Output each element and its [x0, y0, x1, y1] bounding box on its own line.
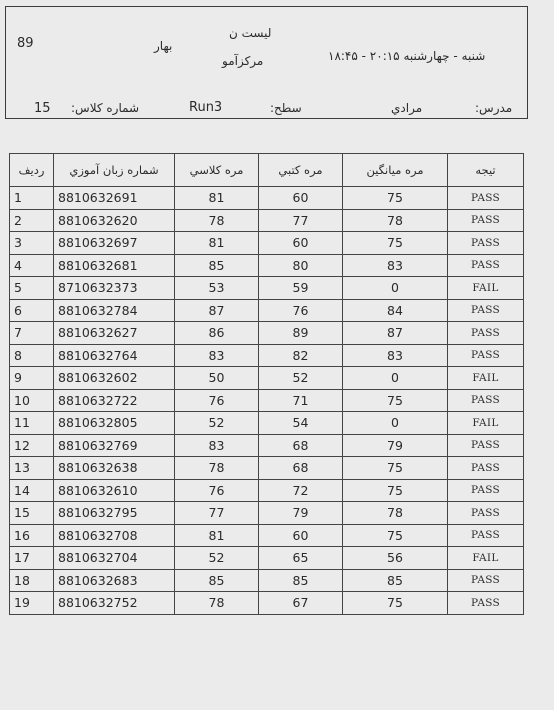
class-grade-cell: 87	[175, 299, 259, 322]
table-row	[10, 277, 524, 300]
average-grade-cell: 0	[343, 277, 448, 300]
row-number-cell: 5	[10, 277, 54, 300]
class-grade-cell: 83	[175, 344, 259, 367]
table-row	[10, 569, 524, 592]
table-row	[10, 389, 524, 412]
result-cell: PASS	[448, 254, 524, 277]
class-number-label: شماره كلاس:	[71, 101, 140, 115]
table-row	[10, 502, 524, 525]
class-grade-cell: 76	[175, 389, 259, 412]
average-grade-cell: 75	[343, 592, 448, 615]
student-id-cell: 8810632769	[54, 434, 175, 457]
class-grade-cell: 81	[175, 187, 259, 210]
year-value: 89	[17, 36, 34, 51]
average-grade-cell: 75	[343, 479, 448, 502]
result-cell: FAIL	[448, 367, 524, 390]
average-grade-cell: 0	[343, 412, 448, 435]
result-cell: PASS	[448, 457, 524, 480]
column-header-result: تيجه	[448, 154, 524, 187]
class-schedule: شنبه - چهارشنبه ۲۰:۱۵ - ۱۸:۴۵	[328, 49, 486, 63]
table-row	[10, 322, 524, 345]
average-grade-cell: 75	[343, 187, 448, 210]
student-id-cell: 8810632722	[54, 389, 175, 412]
column-header-row-number: رديف	[10, 154, 54, 187]
student-id-cell: 8810632805	[54, 412, 175, 435]
row-number-cell: 10	[10, 389, 54, 412]
row-number-cell: 16	[10, 524, 54, 547]
average-grade-cell: 75	[343, 389, 448, 412]
header-box	[5, 6, 528, 119]
student-id-cell: 8810632764	[54, 344, 175, 367]
written-grade-cell: 54	[259, 412, 343, 435]
written-grade-cell: 85	[259, 569, 343, 592]
result-cell: PASS	[448, 232, 524, 255]
average-grade-cell: 83	[343, 344, 448, 367]
table-row	[10, 187, 524, 210]
class-grade-cell: 52	[175, 547, 259, 570]
row-number-cell: 15	[10, 502, 54, 525]
class-grade-cell: 83	[175, 434, 259, 457]
row-number-cell: 9	[10, 367, 54, 390]
written-grade-cell: 60	[259, 187, 343, 210]
row-number-cell: 6	[10, 299, 54, 322]
row-number-cell: 14	[10, 479, 54, 502]
class-grade-cell: 86	[175, 322, 259, 345]
grades-table-body	[10, 187, 524, 615]
student-id-cell: 8810632691	[54, 187, 175, 210]
average-grade-cell: 78	[343, 209, 448, 232]
row-number-cell: 8	[10, 344, 54, 367]
written-grade-cell: 67	[259, 592, 343, 615]
written-grade-cell: 60	[259, 524, 343, 547]
result-cell: FAIL	[448, 277, 524, 300]
table-row	[10, 367, 524, 390]
table-row	[10, 209, 524, 232]
result-cell: FAIL	[448, 412, 524, 435]
student-id-cell: 8710632373	[54, 277, 175, 300]
result-cell: PASS	[448, 322, 524, 345]
average-grade-cell: 79	[343, 434, 448, 457]
table-row	[10, 592, 524, 615]
class-grade-cell: 53	[175, 277, 259, 300]
row-number-cell: 12	[10, 434, 54, 457]
table-row	[10, 434, 524, 457]
table-row	[10, 457, 524, 480]
result-cell: PASS	[448, 502, 524, 525]
result-cell: PASS	[448, 569, 524, 592]
result-cell: PASS	[448, 344, 524, 367]
result-cell: PASS	[448, 389, 524, 412]
average-grade-cell: 87	[343, 322, 448, 345]
average-grade-cell: 75	[343, 457, 448, 480]
teacher-label: مدرس:	[475, 101, 513, 115]
student-id-cell: 8810632784	[54, 299, 175, 322]
table-row	[10, 299, 524, 322]
row-number-cell: 2	[10, 209, 54, 232]
student-id-cell: 8810632602	[54, 367, 175, 390]
average-grade-cell: 83	[343, 254, 448, 277]
class-grade-cell: 78	[175, 209, 259, 232]
column-header-class-grade: مره كلاسي	[175, 154, 259, 187]
student-id-cell: 8810632795	[54, 502, 175, 525]
table-header-row	[10, 154, 524, 187]
result-cell: PASS	[448, 479, 524, 502]
class-grade-cell: 78	[175, 592, 259, 615]
level-value: Run3	[189, 100, 223, 115]
written-grade-cell: 79	[259, 502, 343, 525]
document-title: ليست ن	[229, 26, 272, 40]
result-cell: PASS	[448, 209, 524, 232]
average-grade-cell: 75	[343, 232, 448, 255]
written-grade-cell: 71	[259, 389, 343, 412]
grades-table	[9, 153, 524, 615]
student-id-cell: 8810632708	[54, 524, 175, 547]
class-grade-cell: 85	[175, 569, 259, 592]
class-grade-cell: 50	[175, 367, 259, 390]
row-number-cell: 19	[10, 592, 54, 615]
level-label: سطح:	[270, 101, 302, 115]
written-grade-cell: 68	[259, 457, 343, 480]
result-cell: PASS	[448, 434, 524, 457]
result-cell: PASS	[448, 524, 524, 547]
teacher-name: مرادي	[391, 101, 423, 115]
average-grade-cell: 75	[343, 524, 448, 547]
class-grade-cell: 78	[175, 457, 259, 480]
written-grade-cell: 80	[259, 254, 343, 277]
written-grade-cell: 76	[259, 299, 343, 322]
row-number-cell: 13	[10, 457, 54, 480]
student-id-cell: 8810632683	[54, 569, 175, 592]
row-number-cell: 1	[10, 187, 54, 210]
center-name: مركزآمو	[222, 54, 264, 68]
result-cell: FAIL	[448, 547, 524, 570]
row-number-cell: 7	[10, 322, 54, 345]
class-number-value: 15	[34, 101, 51, 116]
column-header-average-grade: مره ميانگين	[343, 154, 448, 187]
class-grade-cell: 76	[175, 479, 259, 502]
student-id-cell: 8810632620	[54, 209, 175, 232]
student-id-cell: 8810632681	[54, 254, 175, 277]
written-grade-cell: 82	[259, 344, 343, 367]
written-grade-cell: 77	[259, 209, 343, 232]
class-grade-cell: 52	[175, 412, 259, 435]
average-grade-cell: 78	[343, 502, 448, 525]
written-grade-cell: 60	[259, 232, 343, 255]
average-grade-cell: 56	[343, 547, 448, 570]
class-grade-cell: 81	[175, 524, 259, 547]
average-grade-cell: 84	[343, 299, 448, 322]
row-number-cell: 17	[10, 547, 54, 570]
student-id-cell: 8810632638	[54, 457, 175, 480]
table-row	[10, 479, 524, 502]
table-row	[10, 547, 524, 570]
student-id-cell: 8810632697	[54, 232, 175, 255]
written-grade-cell: 52	[259, 367, 343, 390]
table-row	[10, 524, 524, 547]
average-grade-cell: 85	[343, 569, 448, 592]
table-row	[10, 254, 524, 277]
class-grade-cell: 81	[175, 232, 259, 255]
student-id-cell: 8810632704	[54, 547, 175, 570]
written-grade-cell: 89	[259, 322, 343, 345]
result-cell: PASS	[448, 592, 524, 615]
column-header-written-grade: مره كتبي	[259, 154, 343, 187]
result-cell: PASS	[448, 187, 524, 210]
student-id-cell: 8810632610	[54, 479, 175, 502]
table-row	[10, 344, 524, 367]
class-grade-cell: 77	[175, 502, 259, 525]
table-row	[10, 412, 524, 435]
season-label: بهار	[154, 39, 173, 53]
written-grade-cell: 68	[259, 434, 343, 457]
written-grade-cell: 72	[259, 479, 343, 502]
table-row	[10, 232, 524, 255]
row-number-cell: 4	[10, 254, 54, 277]
written-grade-cell: 65	[259, 547, 343, 570]
student-id-cell: 8810632752	[54, 592, 175, 615]
average-grade-cell: 0	[343, 367, 448, 390]
row-number-cell: 11	[10, 412, 54, 435]
column-header-student-id: شماره زبان آموزي	[54, 154, 175, 187]
row-number-cell: 3	[10, 232, 54, 255]
student-id-cell: 8810632627	[54, 322, 175, 345]
result-cell: PASS	[448, 299, 524, 322]
written-grade-cell: 59	[259, 277, 343, 300]
row-number-cell: 18	[10, 569, 54, 592]
class-grade-cell: 85	[175, 254, 259, 277]
